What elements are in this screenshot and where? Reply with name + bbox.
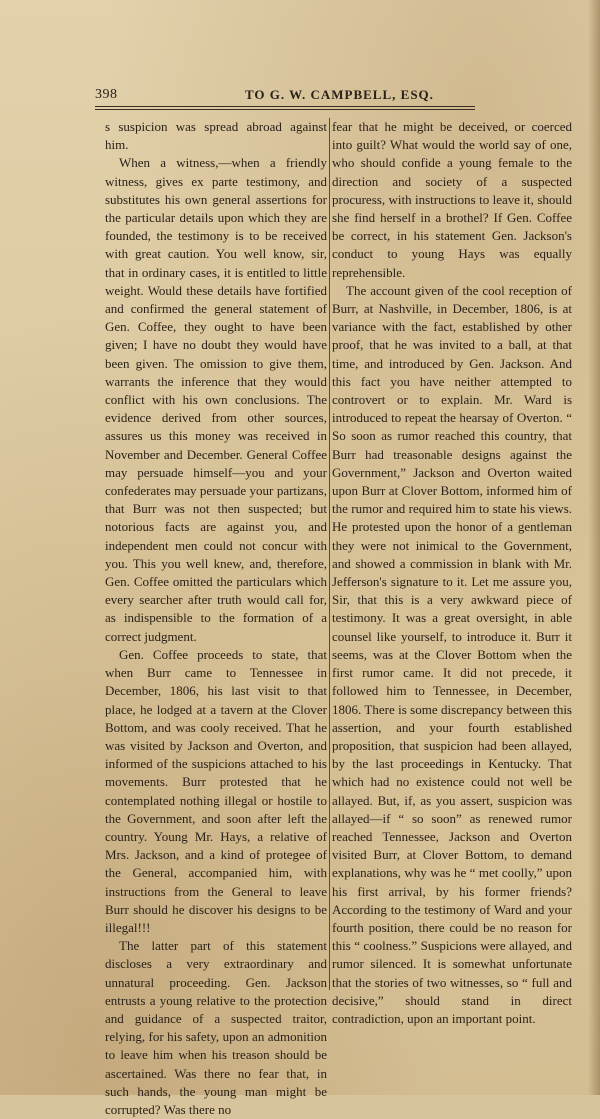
- page-header: [95, 85, 475, 107]
- right-paragraph-1: fear that he might be deceived, or coerced into guilt? What would the world say of one, who should confide a young female to the direction and society of a suspected procuress, with instructions to leave it, should she find herself in a brothel? If Gen. Coffee be correct, in his statement Gen. Jackson's conduct to young Hays was equally reprehensible.: [332, 119, 572, 280]
- page-edge-shadow: [588, 0, 600, 1095]
- header-rule: [95, 106, 475, 107]
- left-paragraph-3: Gen. Coffee proceeds to state, that when Burr came to Tennessee in December, 1806, his last visit to that place, he lodged at a tavern at the Clover Bottom, and was cooly received. That he was visited by Jackson and Overton, and informed of the suspicions attached to his movements. Burr protested that he contemplated nothing illegal or hostile to the Government, and soon after left the country. Young Mr. Hays, a relative of Mrs. Jackson, and a kind of protegee of the General, accompanied him, with instructions from the General to leave Burr should he discover his designs to be illegal!!!: [105, 646, 327, 935]
- right-column: [332, 118, 572, 1028]
- right-paragraph-2: The account given of the cool reception of Burr, at Nashville, in December, 1806, is at variance with the fact, established by other proof, that he was invited to a ball, at that time, and introduced by Gen. Jackson. And this fact you have neither attempted to controvert or to explain. Mr. Ward is introduced to repeat the hearsay of Overton. “ So soon as rumor reached this country, that Burr had treasonable designs against the Government,” Jackson and Overton waited upon Burr at Clover Bottom, informed him of the rumor and required him to state his views. He protested upon the honor of a gentleman they were not inimical to the Government, and showed a commission in blank with Mr. Jefferson's signature to it. Let me assure you, Sir, that this is a very awkward piece of testimony. It was a great oversight, in able counsel like yourself, to introduce it. Burr it seems, was at the Clover Bottom when the first rumor came. It did not precede, it followed him to Tennessee, in December, 1806. There is some discrepancy between this assertion, and your fourth established proposition, that suspicion had been allayed, by the last proceedings in Kentucky. That which had no existence could not well be allayed. But, if, as you assert, suspicion was allayed—if “ so soon” as renewed rumor reached Tennessee, Jackson and Overton visited Burr, at Clover Bottom, to demand explanations, why was he “ met coolly,” upon his first arrival, by his former friends? According to the testimony of Ward and your fourth position, there could be no reason for this “ coolness.” Suspicions were allayed, and rumor silenced. It is somewhat unfortunate that the stories of two witnesses, so “ full and decisive,” should stand in direct contradiction, upon an important point.: [332, 282, 572, 1026]
- left-paragraph-2: When a witness,—when a friendly witness, gives ex parte testimony, and substitutes his own general assertions for the particular details upon which they are founded, the testimony is to be received with great caution. You well know, sir, that in ordinary cases, it is entitled to little weight. Would these details have fortified and confirmed the general statement of Gen. Coffee, they ought to have been given; I have no doubt they would have been given. The omission to give them, warrants the inference that they would conflict with his own conclusions. The evidence derived from other sources, assures us this money was received in November and December. General Coffee may persuade himself—you and your confederates may persuade your partizans, that Burr was not then suspected; but notorious facts are against you, and independent men could not concur with you. This you well knew, and, therefore, Gen. Coffee omitted the particulars which every searcher after truth would call for, as indispensible to the formation of a correct judgment.: [105, 155, 327, 644]
- left-paragraph-4: The latter part of this statement discloses a very extraordinary and unnatural proceeding. Gen. Jackson entrusts a young relative to the protection and guidance of a suspected traitor, relying, for his safety, upon an admonition to leave him when his treason should be ascertained. Was there no fear that, in such hands, the young man might be corrupted? Was there no: [105, 938, 327, 1117]
- page-number: 398: [95, 87, 118, 102]
- left-paragraph-1: s suspicion was spread abroad against him.: [105, 119, 327, 153]
- left-column: [105, 118, 327, 1119]
- running-head: TO G. W. CAMPBELL, ESQ.: [245, 87, 434, 102]
- column-divider: [329, 118, 330, 990]
- header-rule-double: [95, 109, 475, 110]
